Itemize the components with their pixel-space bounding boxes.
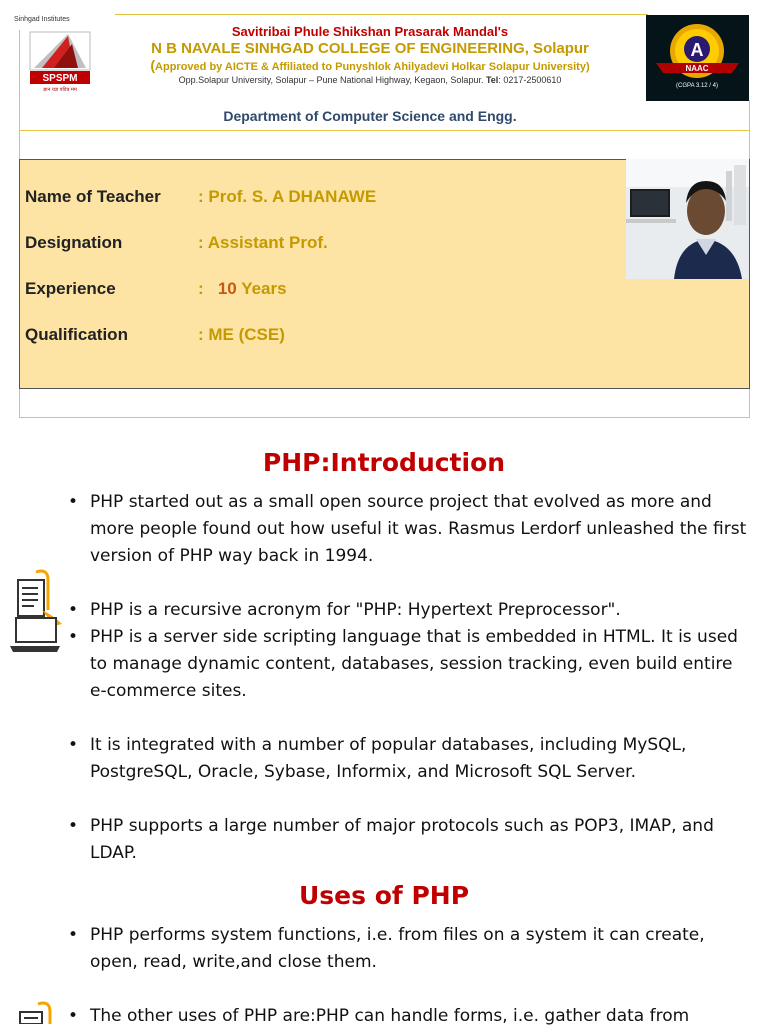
- qualification-label: Qualification: [25, 325, 128, 344]
- address-text: Opp.Solapur University, Solapur – Pune National Highway, Kegaon, Solapur.: [178, 75, 486, 85]
- uses-bullet-text: PHP performs system functions, i.e. from files on a system it can create, open, read, write,and close them.: [90, 925, 705, 972]
- qualification-value: : ME (CSE): [198, 325, 285, 344]
- approval-text: [115, 58, 625, 74]
- intro-bullet: [68, 732, 748, 786]
- experience-number: 10: [217, 279, 237, 298]
- bullet-dot: •: [68, 1006, 79, 1026]
- header-separator: [19, 130, 750, 131]
- designation-label: Designation: [25, 233, 123, 252]
- naac-cgpa: (CGPA 3.12 / 4): [676, 83, 718, 89]
- college-header: [115, 23, 625, 86]
- approval-open-paren: (: [150, 57, 156, 73]
- department-title: Department of Computer Science and Engg.: [223, 108, 517, 124]
- college-name: N B NAVALE SINHGAD COLLEGE OF ENGINEERING, Solapur: [151, 40, 589, 57]
- uses-bullet-list: [68, 922, 748, 1030]
- experience-label: Experience: [25, 279, 116, 298]
- name-value: : Prof. S. A DHANAWE: [198, 187, 377, 206]
- bullet-dot: •: [68, 925, 79, 945]
- designation-value: : Assistant Prof.: [198, 233, 328, 252]
- intro-bullet: [68, 813, 748, 867]
- naac-grade: A: [690, 40, 704, 60]
- intro-bullet-list: [68, 489, 748, 867]
- mandal-name: Savitribai Phule Shikshan Prasarak Mandal's: [231, 24, 509, 39]
- bullet-dot: •: [68, 735, 79, 755]
- spspm-logo: [28, 30, 92, 92]
- intro-bullet-text: It is integrated with a number of popular databases, including MySQL, PostgreSQL, Oracle, Sybase, Informix, and Microsoft SQL Server.: [90, 735, 687, 782]
- tel-number: : 0217-2500610: [498, 75, 562, 85]
- uses-title: Uses of PHP: [298, 881, 470, 910]
- brand-small-text: Sinhgad Institutes: [14, 16, 70, 23]
- naac-badge: [646, 15, 749, 101]
- experience-value: [198, 279, 287, 299]
- intro-bullet: [68, 489, 748, 570]
- bullet-dot: •: [68, 816, 79, 836]
- uses-bullet: [68, 922, 748, 976]
- bullet-dot: •: [68, 600, 79, 620]
- experience-prefix: :: [198, 279, 204, 298]
- laptop-document-icon: [8, 566, 66, 652]
- intro-bullet: [68, 597, 748, 624]
- intro-bullet-text: PHP supports a large number of major protocols such as POP3, IMAP, and LDAP.: [90, 816, 714, 863]
- frame-bottom-rule: [19, 417, 750, 418]
- name-label: Name of Teacher: [25, 187, 161, 206]
- header-top-rule: [115, 14, 648, 15]
- college-address: [115, 74, 625, 86]
- intro-bullet-text: PHP is a server side scripting language that is embedded in HTML. It is used to manage dynamic content, databases, session tracking, even build entire e-commerce sites.: [90, 627, 738, 701]
- intro-bullet-text: PHP started out as a small open source project that evolved as more and more people found out how useful it was. Rasmus Lerdorf unleashed the first version of PHP way back in 1994.: [90, 492, 747, 566]
- tel-label: Tel: [485, 75, 499, 85]
- uses-bullet: [68, 1003, 748, 1030]
- intro-bullet: [68, 624, 748, 705]
- uses-bullet-text: The other uses of PHP are:PHP can handle forms, i.e. gather data from: [90, 1006, 690, 1026]
- experience-unit: Years: [241, 279, 287, 298]
- laptop-document-icon: [16, 998, 60, 1024]
- intro-bullet-text: PHP is a recursive acronym for "PHP: Hypertext Preprocessor".: [90, 600, 621, 620]
- spspm-logo-tagline: ज्ञान यज्ञ पवित्र मम: [43, 87, 77, 92]
- bullet-dot: •: [68, 492, 79, 512]
- intro-title: PHP:Introduction: [262, 448, 506, 477]
- teacher-photo: [626, 159, 749, 279]
- bullet-dot: •: [68, 627, 79, 647]
- approval-body: Approved by AICTE & Affiliated to Punyshlok Ahilyadevi Holkar Solapur University): [155, 61, 590, 73]
- naac-label: NAAC: [685, 64, 709, 73]
- spspm-logo-text: SPSPM: [42, 73, 78, 84]
